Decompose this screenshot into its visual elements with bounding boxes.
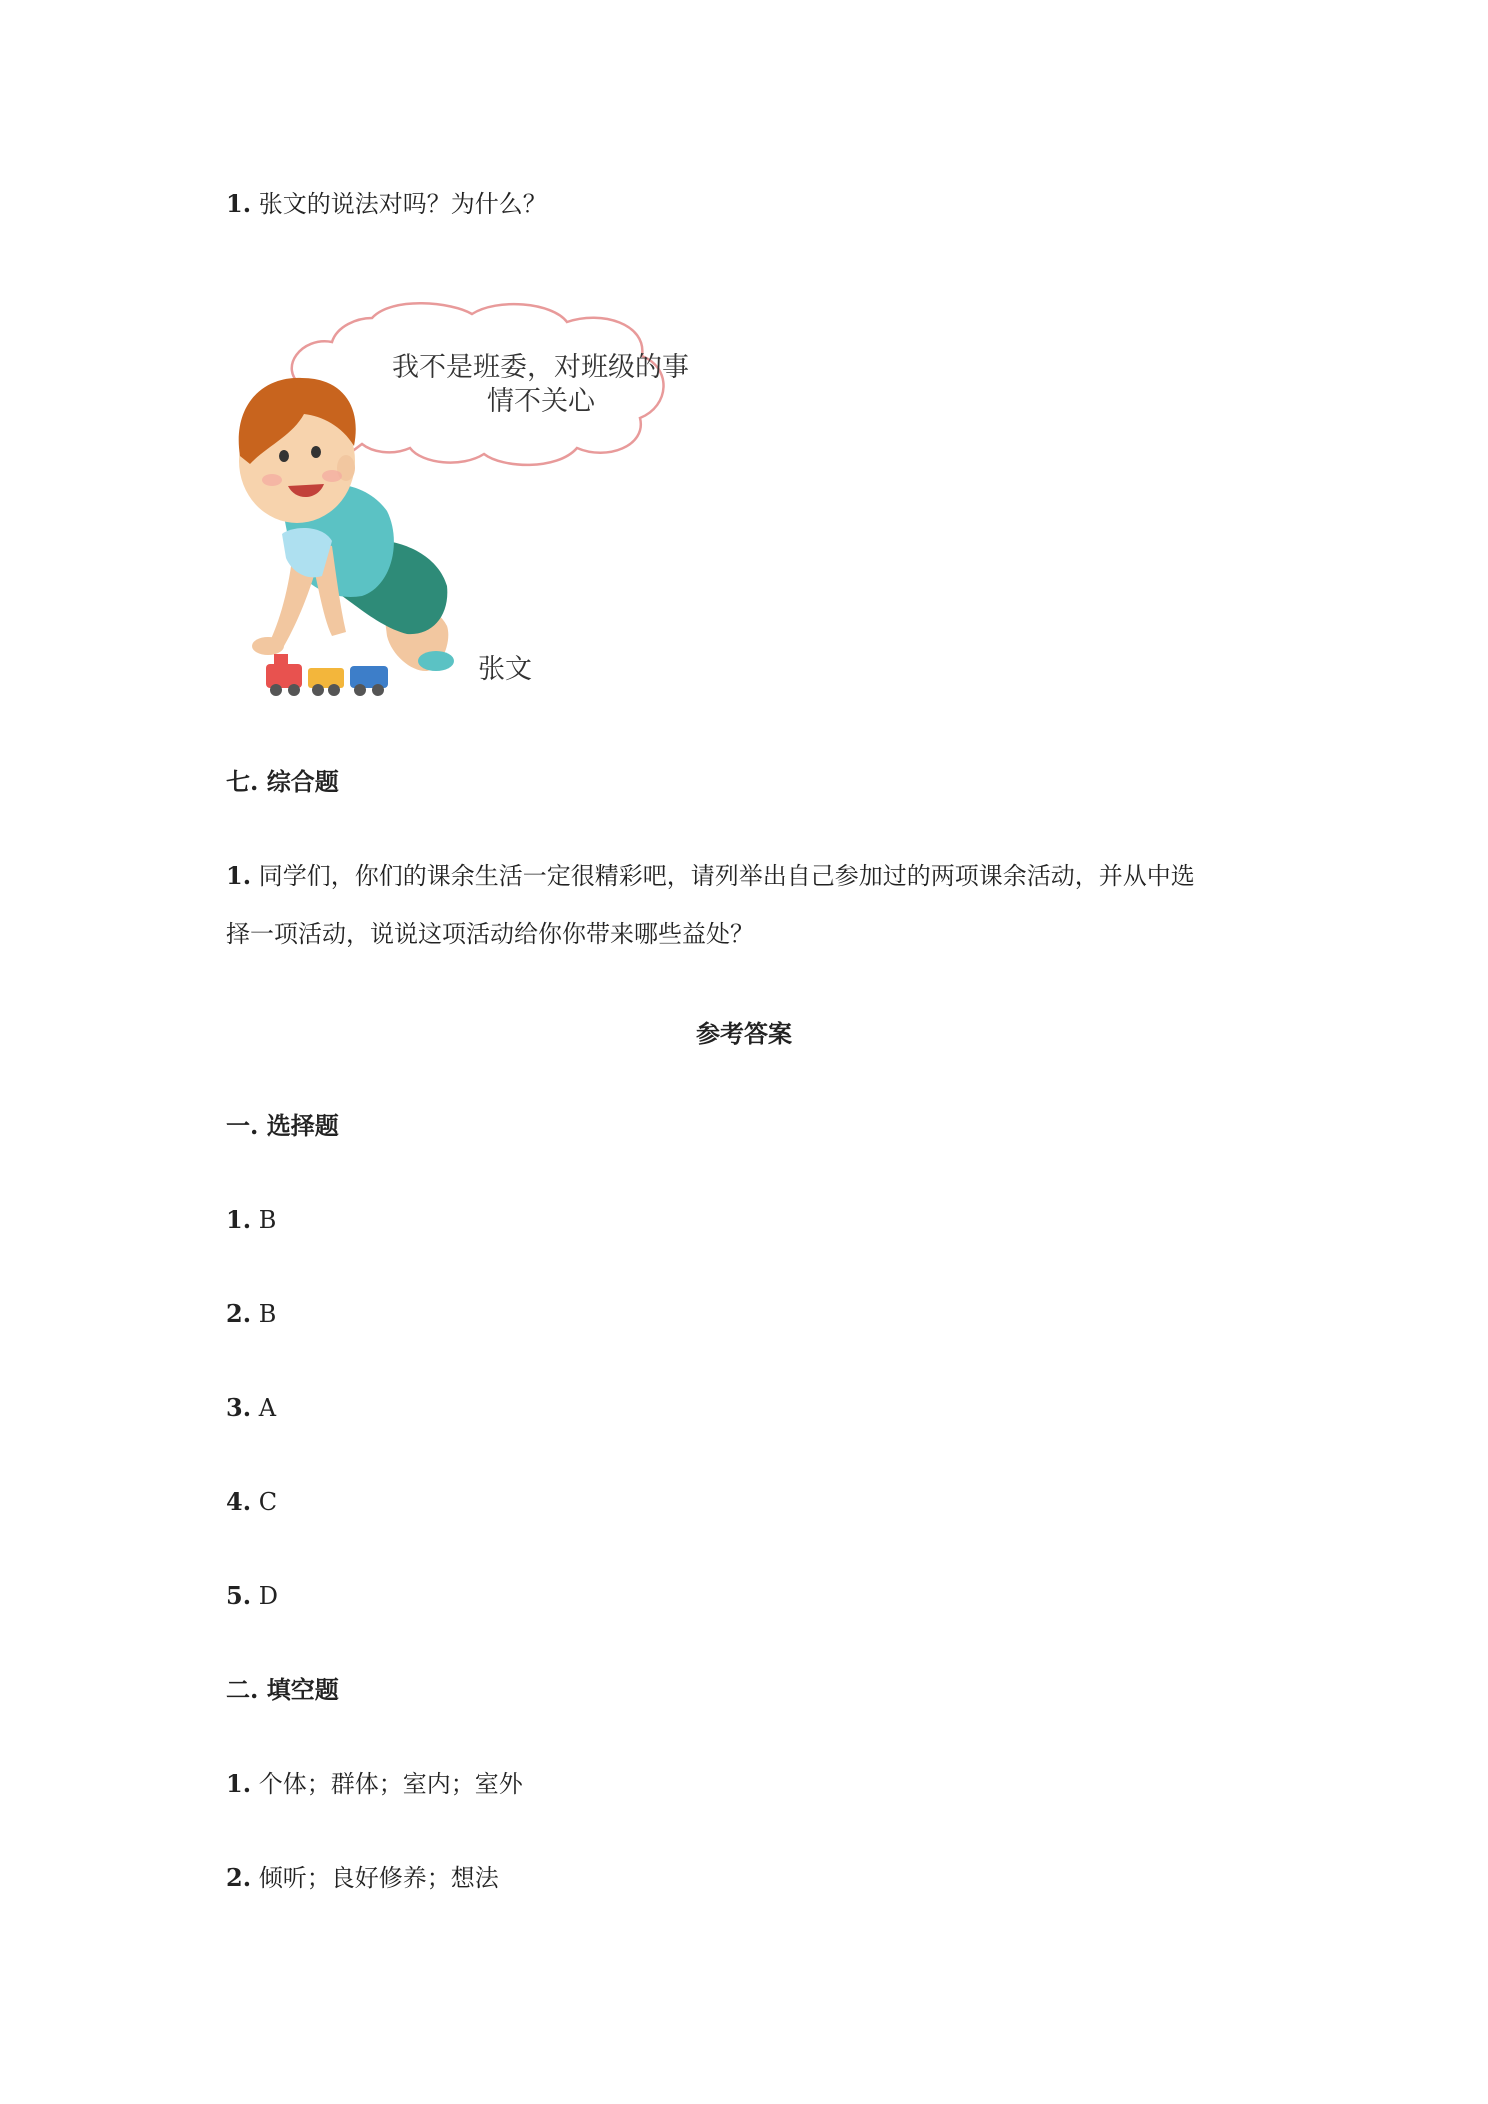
speech-line-1: 我不是班委，对班级的事: [392, 352, 689, 383]
answer-number: 1.: [226, 1205, 252, 1234]
section-heading-7: 七. 综合题: [226, 767, 339, 796]
answer-number: 2.: [226, 1863, 252, 1892]
choice-answer-4: [226, 1486, 277, 1518]
choice-answer-3: [226, 1392, 276, 1424]
answer-number: 4.: [226, 1487, 252, 1516]
question-text: 张文的说法对吗？为什么？: [258, 190, 547, 218]
speech-line-2: 情不关心: [487, 386, 595, 417]
answers-choice-heading: 一. 选择题: [226, 1111, 339, 1140]
answer-number: 1.: [226, 1769, 252, 1798]
answer-value: B: [258, 1300, 277, 1328]
answer-value: C: [258, 1488, 278, 1516]
question-1: [226, 188, 547, 220]
answer-value: D: [258, 1582, 278, 1610]
choice-answer-2: [226, 1298, 276, 1330]
fill-answer-1: [226, 1768, 523, 1800]
answer-value: A: [258, 1394, 277, 1422]
answers-fill-heading: 二. 填空题: [226, 1675, 339, 1704]
choice-answer-5: [226, 1580, 278, 1612]
character-name: 张文: [478, 654, 532, 685]
zhangwen-illustration: [222, 296, 742, 716]
question-text-line1: 同学们，你们的课余生活一定很精彩吧，请列举出自己参加过的两项课余活动，并从中选: [258, 862, 1195, 890]
answer-value: 个体；群体；室内；室外: [258, 1770, 523, 1798]
toy-train-icon: [266, 654, 388, 696]
fill-answer-2: [226, 1862, 499, 1894]
answer-value: B: [258, 1206, 277, 1234]
answers-title: 参考答案: [696, 1019, 792, 1048]
question-number: 1.: [226, 189, 252, 218]
question-number: 1.: [226, 861, 252, 890]
section7-question-1-line1: [226, 860, 1195, 892]
answer-number: 2.: [226, 1299, 252, 1328]
choice-answer-1: [226, 1204, 276, 1236]
answer-number: 3.: [226, 1393, 252, 1422]
answer-value: 倾听；良好修养；想法: [258, 1864, 499, 1892]
answer-number: 5.: [226, 1581, 252, 1610]
section7-question-1-line2: 择一项活动，说说这项活动给你你带来哪些益处？: [226, 920, 754, 948]
